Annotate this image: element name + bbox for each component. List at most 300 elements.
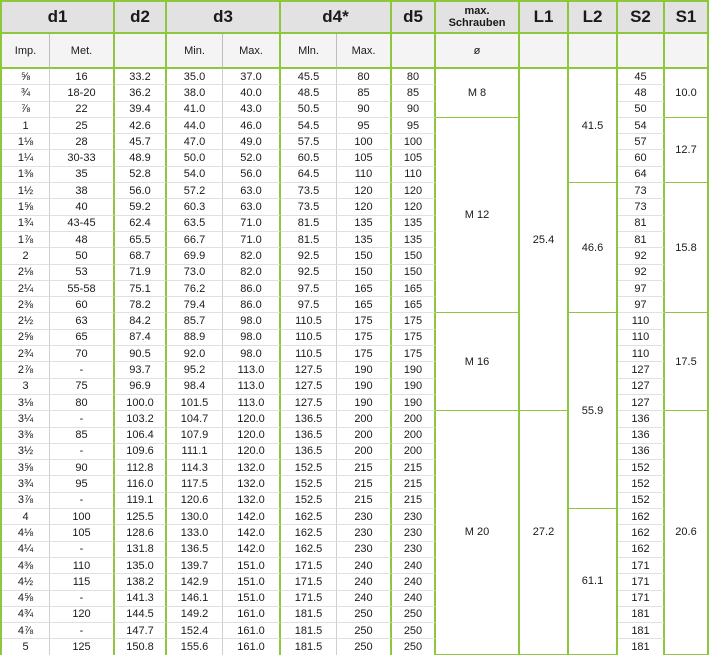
met-cell: 30-33 [50,150,115,166]
d2-cell: 112.8 [115,460,167,476]
d3-max-cell: 82.0 [223,265,281,281]
s2-cell: 48 [618,85,665,101]
met-cell: 55-58 [50,281,115,297]
d3-max-cell: 132.0 [223,493,281,509]
imp-cell: 3 [2,379,50,395]
d3-min-cell: 41.0 [167,102,223,118]
imp-cell: 2⅜ [2,297,50,313]
d2-cell: 52.8 [115,167,167,183]
d4-min-cell: 171.5 [281,591,337,607]
l1-cell: 27.2 [520,411,569,654]
met-cell: - [50,444,115,460]
d3-max-cell: 37.0 [223,69,281,85]
d4-min-cell: 97.5 [281,297,337,313]
met-cell: - [50,623,115,639]
s2-cell: 97 [618,297,665,313]
d3-max-cell: 82.0 [223,248,281,264]
s1-cell: 17.5 [665,313,707,411]
imp-cell: 4⅞ [2,623,50,639]
d3-min-cell: 44.0 [167,118,223,134]
header-d1: d1 [2,2,115,34]
d2-cell: 90.5 [115,346,167,362]
d5-cell: 215 [392,493,436,509]
imp-cell: 4⅛ [2,525,50,541]
d5-cell: 175 [392,330,436,346]
d4-max-cell: 190 [337,395,392,411]
s2-cell: 60 [618,150,665,166]
d4-max-cell: 165 [337,297,392,313]
s2-cell: 57 [618,134,665,150]
subheader-row [2,34,707,69]
header-d3: d3 [167,2,281,34]
met-cell: 90 [50,460,115,476]
met-cell: 75 [50,379,115,395]
met-cell: 125 [50,639,115,654]
subheader-l2-empty [569,34,618,69]
d3-max-cell: 151.0 [223,591,281,607]
imp-cell: 2¼ [2,281,50,297]
d5-cell: 190 [392,395,436,411]
header-max-schrauben: max. Schrauben [436,2,520,34]
s2-cell: 181 [618,639,665,654]
d4-max-cell: 200 [337,428,392,444]
d3-min-cell: 73.0 [167,265,223,281]
d5-cell: 200 [392,411,436,427]
s2-cell: 152 [618,460,665,476]
d2-cell: 135.0 [115,558,167,574]
d3-min-cell: 98.4 [167,379,223,395]
s2-cell: 110 [618,330,665,346]
d5-cell: 190 [392,362,436,378]
d4-min-cell: 81.5 [281,216,337,232]
d3-min-cell: 63.5 [167,216,223,232]
d5-cell: 165 [392,281,436,297]
l2-cell: 61.1 [569,509,618,655]
d4-min-cell: 136.5 [281,428,337,444]
dimension-table [2,2,707,655]
d5-cell: 135 [392,232,436,248]
s2-cell: 81 [618,216,665,232]
header-d4: d4* [281,2,392,34]
imp-cell: 1¼ [2,150,50,166]
d4-min-cell: 152.5 [281,493,337,509]
d3-min-cell: 57.2 [167,183,223,199]
d5-cell: 165 [392,297,436,313]
imp-cell: ¾ [2,85,50,101]
d3-max-cell: 113.0 [223,379,281,395]
d3-min-cell: 117.5 [167,476,223,492]
imp-cell: 4⅜ [2,558,50,574]
d5-cell: 240 [392,591,436,607]
s1-cell: 20.6 [665,411,707,654]
d2-cell: 62.4 [115,216,167,232]
header-row [2,2,707,34]
header-s2: S2 [618,2,665,34]
d4-min-cell: 162.5 [281,542,337,558]
d2-cell: 147.7 [115,623,167,639]
d4-max-cell: 135 [337,216,392,232]
d4-min-cell: 171.5 [281,574,337,590]
imp-cell: 3⅝ [2,460,50,476]
d4-max-cell: 80 [337,69,392,85]
met-cell: 38 [50,183,115,199]
d2-cell: 93.7 [115,362,167,378]
d4-min-cell: 54.5 [281,118,337,134]
d4-max-cell: 215 [337,493,392,509]
s2-cell: 171 [618,558,665,574]
s2-cell: 162 [618,509,665,525]
d2-cell: 48.9 [115,150,167,166]
met-cell: 43-45 [50,216,115,232]
table-body [2,69,707,655]
d4-min-cell: 181.5 [281,623,337,639]
d4-min-cell: 127.5 [281,395,337,411]
d3-min-cell: 35.0 [167,69,223,85]
d5-cell: 190 [392,379,436,395]
d4-max-cell: 175 [337,346,392,362]
imp-cell: ⅞ [2,102,50,118]
imp-cell: ⅝ [2,69,50,85]
header-d2: d2 [115,2,167,34]
imp-cell: 2¾ [2,346,50,362]
s2-cell: 152 [618,476,665,492]
d2-cell: 71.9 [115,265,167,281]
s2-cell: 127 [618,379,665,395]
d3-max-cell: 142.0 [223,525,281,541]
met-cell: - [50,493,115,509]
d5-cell: 85 [392,85,436,101]
subheader-s1-empty [665,34,707,69]
subheader-imp: Imp. [2,34,50,69]
d3-max-cell: 98.0 [223,330,281,346]
d5-cell: 215 [392,476,436,492]
s2-cell: 136 [618,411,665,427]
d5-cell: 200 [392,428,436,444]
d4-max-cell: 150 [337,248,392,264]
d4-max-cell: 100 [337,134,392,150]
max-schrauben-cell: M 8 [436,69,520,118]
d4-min-cell: 110.5 [281,330,337,346]
subheader-schrauben-diameter: ø [436,34,520,69]
d2-cell: 131.8 [115,542,167,558]
d3-max-cell: 132.0 [223,476,281,492]
imp-cell: 1⅞ [2,232,50,248]
d4-min-cell: 152.5 [281,460,337,476]
imp-cell: 1 [2,118,50,134]
d3-min-cell: 111.1 [167,444,223,460]
d4-min-cell: 50.5 [281,102,337,118]
d3-max-cell: 132.0 [223,460,281,476]
header-s1: S1 [665,2,707,34]
d3-max-cell: 63.0 [223,183,281,199]
imp-cell: 3½ [2,444,50,460]
d5-cell: 80 [392,69,436,85]
subheader-met: Met. [50,34,115,69]
imp-cell: 1⅝ [2,199,50,215]
d4-min-cell: 181.5 [281,607,337,623]
d4-min-cell: 162.5 [281,509,337,525]
imp-cell: 2⅝ [2,330,50,346]
d4-max-cell: 175 [337,313,392,329]
subheader-d3-max: Max. [223,34,281,69]
met-cell: 63 [50,313,115,329]
d2-cell: 45.7 [115,134,167,150]
imp-cell: 2⅞ [2,362,50,378]
d3-max-cell: 98.0 [223,313,281,329]
met-cell: - [50,411,115,427]
imp-cell: 1⅜ [2,167,50,183]
imp-cell: 1½ [2,183,50,199]
d4-min-cell: 97.5 [281,281,337,297]
met-cell: 25 [50,118,115,134]
d2-cell: 78.2 [115,297,167,313]
d3-min-cell: 139.7 [167,558,223,574]
d4-max-cell: 250 [337,607,392,623]
imp-cell: 4⅝ [2,591,50,607]
d4-max-cell: 90 [337,102,392,118]
l2-cell: 41.5 [569,69,618,183]
met-cell: 18-20 [50,85,115,101]
d4-min-cell: 162.5 [281,525,337,541]
met-cell: 28 [50,134,115,150]
imp-cell: 3⅞ [2,493,50,509]
met-cell: 70 [50,346,115,362]
s2-cell: 64 [618,167,665,183]
d4-min-cell: 127.5 [281,379,337,395]
d4-min-cell: 136.5 [281,411,337,427]
s1-cell: 10.0 [665,69,707,118]
d3-min-cell: 47.0 [167,134,223,150]
s2-cell: 171 [618,574,665,590]
d4-min-cell: 136.5 [281,444,337,460]
s2-cell: 81 [618,232,665,248]
d2-cell: 56.0 [115,183,167,199]
imp-cell: 2½ [2,313,50,329]
d5-cell: 240 [392,574,436,590]
d5-cell: 150 [392,248,436,264]
d3-max-cell: 86.0 [223,297,281,313]
d5-cell: 250 [392,607,436,623]
d4-max-cell: 95 [337,118,392,134]
d4-max-cell: 120 [337,183,392,199]
d4-min-cell: 48.5 [281,85,337,101]
d3-min-cell: 155.6 [167,639,223,654]
d2-cell: 87.4 [115,330,167,346]
d4-max-cell: 240 [337,591,392,607]
s2-cell: 110 [618,346,665,362]
d3-max-cell: 43.0 [223,102,281,118]
d4-max-cell: 240 [337,558,392,574]
d3-max-cell: 151.0 [223,558,281,574]
d3-max-cell: 142.0 [223,542,281,558]
max-schrauben-cell: M 20 [436,411,520,654]
s1-cell: 15.8 [665,183,707,313]
subheader-d3-min: Min. [167,34,223,69]
d4-min-cell: 73.5 [281,199,337,215]
d2-cell: 128.6 [115,525,167,541]
table-row [2,313,707,329]
d2-cell: 39.4 [115,102,167,118]
met-cell: 53 [50,265,115,281]
d3-max-cell: 120.0 [223,411,281,427]
imp-cell: 1¾ [2,216,50,232]
imp-cell: 2 [2,248,50,264]
imp-cell: 1⅛ [2,134,50,150]
table-row [2,509,707,525]
d4-min-cell: 127.5 [281,362,337,378]
met-cell: 110 [50,558,115,574]
d2-cell: 65.5 [115,232,167,248]
met-cell: 85 [50,428,115,444]
d5-cell: 120 [392,183,436,199]
table-row [2,183,707,199]
met-cell: 22 [50,102,115,118]
d3-min-cell: 66.7 [167,232,223,248]
d3-max-cell: 161.0 [223,607,281,623]
d3-max-cell: 52.0 [223,150,281,166]
d3-max-cell: 120.0 [223,444,281,460]
d4-max-cell: 135 [337,232,392,248]
d3-max-cell: 113.0 [223,362,281,378]
d2-cell: 106.4 [115,428,167,444]
d3-min-cell: 95.2 [167,362,223,378]
d2-cell: 116.0 [115,476,167,492]
s2-cell: 162 [618,525,665,541]
s2-cell: 97 [618,281,665,297]
met-cell: 16 [50,69,115,85]
d3-max-cell: 71.0 [223,216,281,232]
imp-cell: 4¼ [2,542,50,558]
d3-min-cell: 50.0 [167,150,223,166]
d4-max-cell: 200 [337,411,392,427]
d2-cell: 109.6 [115,444,167,460]
d4-min-cell: 64.5 [281,167,337,183]
s2-cell: 73 [618,183,665,199]
d4-max-cell: 190 [337,379,392,395]
subheader-d4-max: Max. [337,34,392,69]
met-cell: 50 [50,248,115,264]
s2-cell: 181 [618,623,665,639]
d2-cell: 119.1 [115,493,167,509]
s2-cell: 171 [618,591,665,607]
subheader-s2-empty [618,34,665,69]
d3-min-cell: 114.3 [167,460,223,476]
d3-min-cell: 85.7 [167,313,223,329]
d5-cell: 150 [392,265,436,281]
met-cell: 80 [50,395,115,411]
d5-cell: 215 [392,460,436,476]
d4-min-cell: 110.5 [281,313,337,329]
s2-cell: 152 [618,493,665,509]
d3-max-cell: 98.0 [223,346,281,362]
d3-max-cell: 71.0 [223,232,281,248]
header-d5: d5 [392,2,436,34]
d3-min-cell: 79.4 [167,297,223,313]
d4-max-cell: 230 [337,525,392,541]
d4-max-cell: 250 [337,623,392,639]
d2-cell: 138.2 [115,574,167,590]
d2-cell: 96.9 [115,379,167,395]
d2-cell: 36.2 [115,85,167,101]
d3-min-cell: 152.4 [167,623,223,639]
met-cell: - [50,362,115,378]
s2-cell: 110 [618,313,665,329]
d2-cell: 59.2 [115,199,167,215]
met-cell: 105 [50,525,115,541]
d4-max-cell: 250 [337,639,392,654]
met-cell: 48 [50,232,115,248]
imp-cell: 4 [2,509,50,525]
d3-max-cell: 86.0 [223,281,281,297]
d5-cell: 105 [392,150,436,166]
met-cell: 100 [50,509,115,525]
d5-cell: 200 [392,444,436,460]
imp-cell: 3⅜ [2,428,50,444]
d3-max-cell: 63.0 [223,199,281,215]
d3-min-cell: 38.0 [167,85,223,101]
d2-cell: 100.0 [115,395,167,411]
s2-cell: 162 [618,542,665,558]
imp-cell: 4¾ [2,607,50,623]
met-cell: 95 [50,476,115,492]
d3-max-cell: 161.0 [223,639,281,654]
header-l1: L1 [520,2,569,34]
d4-max-cell: 215 [337,476,392,492]
d3-max-cell: 142.0 [223,509,281,525]
d5-cell: 250 [392,639,436,654]
d3-min-cell: 149.2 [167,607,223,623]
met-cell: 65 [50,330,115,346]
s2-cell: 136 [618,428,665,444]
d3-max-cell: 46.0 [223,118,281,134]
d3-min-cell: 54.0 [167,167,223,183]
max-schrauben-cell: M 12 [436,118,520,314]
max-schrauben-cell: M 16 [436,313,520,411]
d3-min-cell: 120.6 [167,493,223,509]
d4-max-cell: 190 [337,362,392,378]
d3-min-cell: 107.9 [167,428,223,444]
s2-cell: 136 [618,444,665,460]
d3-max-cell: 40.0 [223,85,281,101]
d3-min-cell: 130.0 [167,509,223,525]
d3-min-cell: 92.0 [167,346,223,362]
d4-max-cell: 165 [337,281,392,297]
l2-cell: 46.6 [569,183,618,313]
d2-cell: 33.2 [115,69,167,85]
d4-max-cell: 230 [337,509,392,525]
d2-cell: 68.7 [115,248,167,264]
d3-min-cell: 88.9 [167,330,223,346]
d3-max-cell: 56.0 [223,167,281,183]
d4-max-cell: 150 [337,265,392,281]
subheader-d4-min: Mln. [281,34,337,69]
met-cell: - [50,542,115,558]
met-cell: 35 [50,167,115,183]
met-cell: 115 [50,574,115,590]
met-cell: - [50,591,115,607]
d4-min-cell: 57.5 [281,134,337,150]
d3-min-cell: 136.5 [167,542,223,558]
d5-cell: 175 [392,313,436,329]
d4-min-cell: 60.5 [281,150,337,166]
s1-cell: 12.7 [665,118,707,183]
d3-min-cell: 104.7 [167,411,223,427]
d5-cell: 95 [392,118,436,134]
d4-max-cell: 85 [337,85,392,101]
s2-cell: 73 [618,199,665,215]
d3-min-cell: 76.2 [167,281,223,297]
d5-cell: 90 [392,102,436,118]
